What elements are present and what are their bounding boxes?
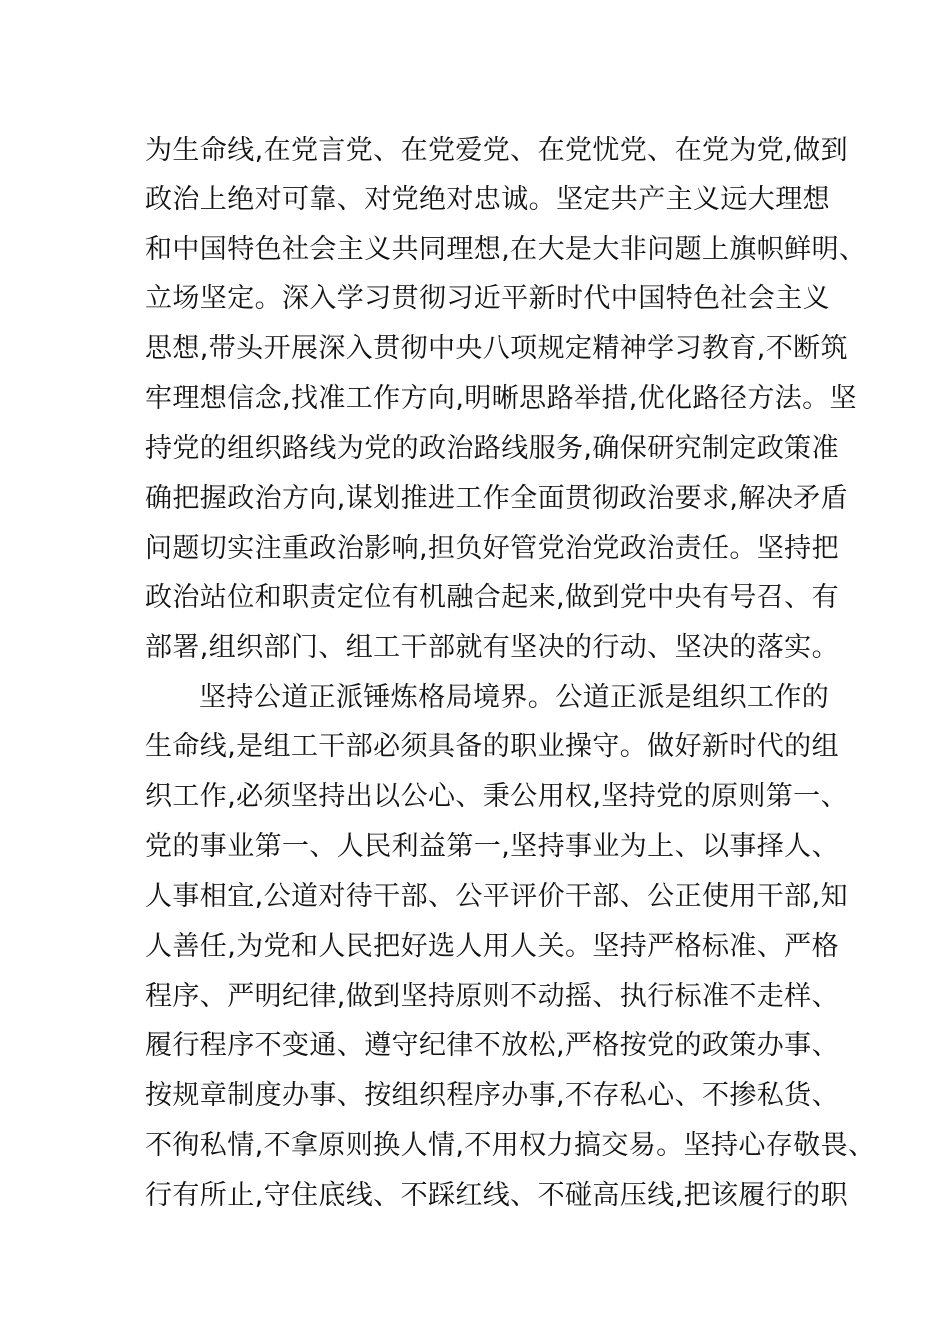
text-line: 问题切实注重政治影响,担负好管党治党政治责任。坚持把 xyxy=(145,533,839,564)
text-line: 政治站位和职责定位有机融合起来,做到党中央有号召、有 xyxy=(145,582,839,613)
text-line: 牢理想信念,找准工作方向,明晰思路举措,优化路径方法。坚 xyxy=(145,383,857,414)
text-line: 行有所止,守住底线、不踩红线、不碰高压线,把该履行的职 xyxy=(145,1180,848,1211)
paragraph-first-line: 坚持公道正派锤炼格局境界。公道正派是组织工作的 xyxy=(199,682,830,713)
text-line: 思想,带头开展深入贯彻中央八项规定精神学习教育,不断筑 xyxy=(145,333,848,364)
text-line: 按规章制度办事、按组织程序办事,不存私心、不掺私货、 xyxy=(145,1080,839,1111)
text-line: 不徇私情,不拿原则换人情,不用权力搞交易。坚持心存敬畏、 xyxy=(145,1130,876,1161)
text-line: 人善任,为党和人民把好选人用人关。坚持严格标准、严格 xyxy=(145,931,839,962)
text-line: 织工作,必须坚持出以公心、秉公用权,坚持党的原则第一、 xyxy=(145,781,848,812)
text-line: 人事相宜,公道对待干部、公平评价干部、公正使用干部,知 xyxy=(145,881,848,912)
text-line: 生命线,是组工干部必须具备的职业操守。做好新时代的组 xyxy=(145,731,839,762)
text-line: 为生命线,在党言党、在党爱党、在党忧党、在党为党,做到 xyxy=(145,135,848,166)
text-line: 政治上绝对可靠、对党绝对忠诚。坚定共产主义远大理想 xyxy=(145,184,830,215)
text-line: 党的事业第一、人民利益第一,坚持事业为上、以事择人、 xyxy=(145,831,839,862)
text-line: 履行程序不变通、遵守纪律不放松,严格按党的政策办事、 xyxy=(145,1030,839,1061)
text-line: 立场坚定。深入学习贯彻习近平新时代中国特色社会主义 xyxy=(145,283,830,314)
text-line: 和中国特色社会主义共同理想,在大是大非问题上旗帜鲜明、 xyxy=(145,234,867,265)
text-line: 程序、严明纪律,做到坚持原则不动摇、执行标准不走样、 xyxy=(145,981,839,1012)
text-line: 确把握政治方向,谋划推进工作全面贯彻政治要求,解决矛盾 xyxy=(145,483,848,514)
text-line: 部署,组织部门、组工干部就有坚决的行动、坚决的落实。 xyxy=(145,632,839,663)
text-line: 持党的组织路线为党的政治路线服务,确保研究制定政策准 xyxy=(145,433,839,464)
